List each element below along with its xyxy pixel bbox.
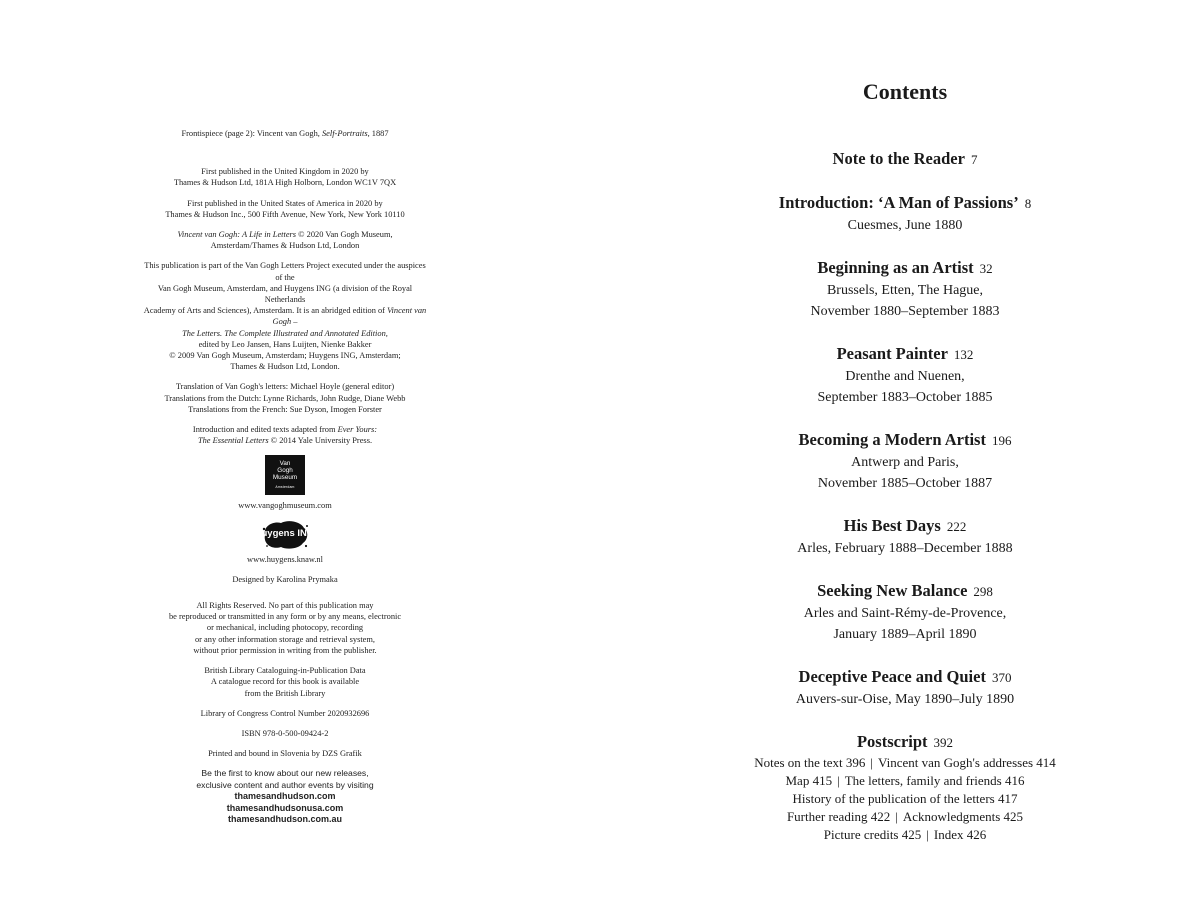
toc-entry-title: Becoming a Modern Artist bbox=[798, 430, 986, 449]
toc-entry-title: Postscript bbox=[856, 732, 928, 751]
toc-entry-subtitle: Cuesmes, June 1880 bbox=[847, 218, 963, 233]
huygens-logo bbox=[255, 518, 315, 552]
printed-notice: Printed and bound in Slovenia by DZS Grafik bbox=[208, 749, 362, 759]
toc-entry-title: Beginning as an Artist bbox=[817, 258, 974, 277]
separator-bar: | bbox=[895, 809, 898, 824]
toc-entry bbox=[690, 515, 1120, 559]
toc-entry-subtitle: November 1885–October 1887 bbox=[817, 476, 993, 491]
toc-entry-page: 370 bbox=[991, 670, 1012, 685]
postscript-line bbox=[690, 808, 1120, 826]
postscript-line bbox=[690, 790, 1120, 808]
separator-bar: | bbox=[870, 755, 874, 770]
toc-entry-page: 196 bbox=[991, 433, 1012, 448]
toc-entry-title: Peasant Painter bbox=[836, 344, 948, 363]
postscript-item: Picture credits 425 bbox=[823, 827, 922, 842]
toc-entry-page: 32 bbox=[979, 261, 993, 276]
postscript-items bbox=[690, 754, 1120, 844]
huygens-logo-text: huygens ING bbox=[255, 527, 315, 539]
toc-entry-subtitle: Arles and Saint-Rémy-de-Provence, bbox=[803, 606, 1007, 621]
toc-entry-subtitle: January 1889–April 1890 bbox=[833, 627, 977, 642]
toc-entry-subtitle: Brussels, Etten, The Hague, bbox=[826, 283, 984, 298]
toc-entry bbox=[690, 429, 1120, 494]
toc-entry-page: 7 bbox=[970, 152, 978, 167]
postscript-item: Vincent van Gogh's addresses 414 bbox=[878, 755, 1056, 770]
toc-entry-title: Introduction: ‘A Man of Passions’ bbox=[778, 193, 1019, 212]
postscript-item: Map 415 bbox=[785, 773, 833, 788]
separator-bar: | bbox=[837, 773, 840, 788]
uk-publication: First published in the United Kingdom in 2020 by Thames & Hudson Ltd, 181A High Holborn, London WC1V 7QX bbox=[173, 167, 397, 188]
postscript-line bbox=[690, 754, 1120, 772]
site-link: thamesandhudson.com.au bbox=[227, 813, 343, 824]
postscript-line bbox=[690, 826, 1120, 844]
imprint-page bbox=[140, 128, 430, 825]
project-notice: This publication is part of the Van Gogh Letters Project executed under the auspices of the Van Gogh Museum, Amsterdam, and Huygens ING (a division of the Royal Netherlands Academy of Arts and Sciences), Amsterdam. It is an abridged edition of Vincent van Gogh – The Letters. The Complete Illustrated and Annotated Edition, edited by Leo Jansen, Hans Luijten, Nienke Bakker © 2009 Van Gogh Museum, Amsterdam; Huygens ING, Amsterdam; Thames & Hudson Ltd, London. bbox=[143, 261, 427, 372]
separator-bar: | bbox=[926, 827, 929, 842]
toc-list bbox=[690, 148, 1120, 710]
postscript-item: Acknowledgments 425 bbox=[902, 809, 1024, 824]
toc-postscript bbox=[690, 731, 1120, 844]
toc-entry-subtitle: Auvers-sur-Oise, May 1890–July 1890 bbox=[795, 692, 1015, 707]
contents-page bbox=[690, 78, 1120, 844]
toc-entry bbox=[690, 148, 1120, 171]
copyright-notice: Vincent van Gogh: A Life in Letters © 2020 Van Gogh Museum, Amsterdam/Thames & Hudson Ltd, London bbox=[177, 230, 393, 251]
loc-number: Library of Congress Control Number 2020932696 bbox=[200, 708, 370, 718]
isbn: ISBN 978-0-500-09424-2 bbox=[241, 728, 329, 738]
toc-entry bbox=[690, 580, 1120, 645]
postscript-item: Index 426 bbox=[933, 827, 987, 842]
postscript-item: History of the publication of the letters 417 bbox=[792, 791, 1018, 806]
postscript-item: Further reading 422 bbox=[786, 809, 891, 824]
toc-entry-title: Deceptive Peace and Quiet bbox=[798, 667, 986, 686]
toc-entry-title: His Best Days bbox=[843, 516, 941, 535]
toc-entry-subtitle: Arles, February 1888–December 1888 bbox=[797, 541, 1013, 556]
toc-entry-title: Seeking New Balance bbox=[817, 581, 968, 600]
us-publication: First published in the United States of America in 2020 by Thames & Hudson Inc., 500 Fifth Avenue, New York, New York 10110 bbox=[165, 198, 405, 219]
van-gogh-museum-logo: Van Gogh Museum Amsterdam bbox=[265, 455, 305, 495]
site-link: thamesandhudson.com bbox=[234, 791, 336, 802]
postscript-item: The letters, family and friends 416 bbox=[844, 773, 1025, 788]
toc-entry-page: 222 bbox=[946, 519, 967, 534]
toc-entry-subtitle: November 1880–September 1883 bbox=[810, 304, 1000, 319]
vgm-url: www.vangoghmuseum.com bbox=[238, 501, 332, 511]
toc-entry-title: Note to the Reader bbox=[832, 149, 965, 168]
postscript-line bbox=[690, 772, 1120, 790]
toc-entry-page: 8 bbox=[1024, 196, 1032, 211]
rights-notice: All Rights Reserved. No part of this publication may be reproduced or transmitted in any form or by any means, electronic or mechanical, including photocopy, recording or any other information storage and retrieval system, without prior permission in writing from the publisher. bbox=[168, 601, 402, 655]
designer-credit: Designed by Karolina Prymaka bbox=[232, 574, 338, 584]
translation-credits: Translation of Van Gogh's letters: Michael Hoyle (general editor) Translations from the Dutch: Lynne Richards, John Rudge, Diane Webb Translations from the French: Sue Dyson, Imogen Forster bbox=[164, 382, 406, 414]
toc-entry bbox=[690, 257, 1120, 322]
toc-entry bbox=[690, 192, 1120, 236]
toc-entry-page: 132 bbox=[953, 347, 974, 362]
british-library-cip: British Library Cataloguing-in-Publication Data A catalogue record for this book is available from the British Library bbox=[204, 666, 366, 698]
huygens-url: www.huygens.knaw.nl bbox=[247, 554, 323, 564]
frontispiece-caption: Frontispiece (page 2): Vincent van Gogh, Self-Portraits, 1887 bbox=[181, 129, 389, 138]
site-link: thamesandhudsonusa.com bbox=[226, 802, 344, 813]
contents-heading: Contents bbox=[862, 79, 948, 104]
toc-entry bbox=[690, 666, 1120, 710]
toc-entry-subtitle: Antwerp and Paris, bbox=[851, 455, 959, 470]
introduction-credit: Introduction and edited texts adapted from Ever Yours: The Essential Letters © 2014 Yale University Press. bbox=[192, 425, 378, 446]
toc-entry-page: 392 bbox=[933, 735, 954, 750]
toc-entry-page: 298 bbox=[973, 584, 993, 599]
postscript-item: Notes on the text 396 bbox=[754, 755, 866, 770]
toc-entry-subtitle: Drenthe and Nuenen, bbox=[845, 369, 965, 384]
toc-entry-subtitle: September 1883–October 1885 bbox=[817, 390, 993, 405]
publisher-promo: Be the first to know about our new releases, exclusive content and author events by visiting thamesandhudson.com thamesandhudsonusa.com thamesandhudson.com.au bbox=[196, 768, 374, 824]
toc-entry bbox=[690, 343, 1120, 408]
